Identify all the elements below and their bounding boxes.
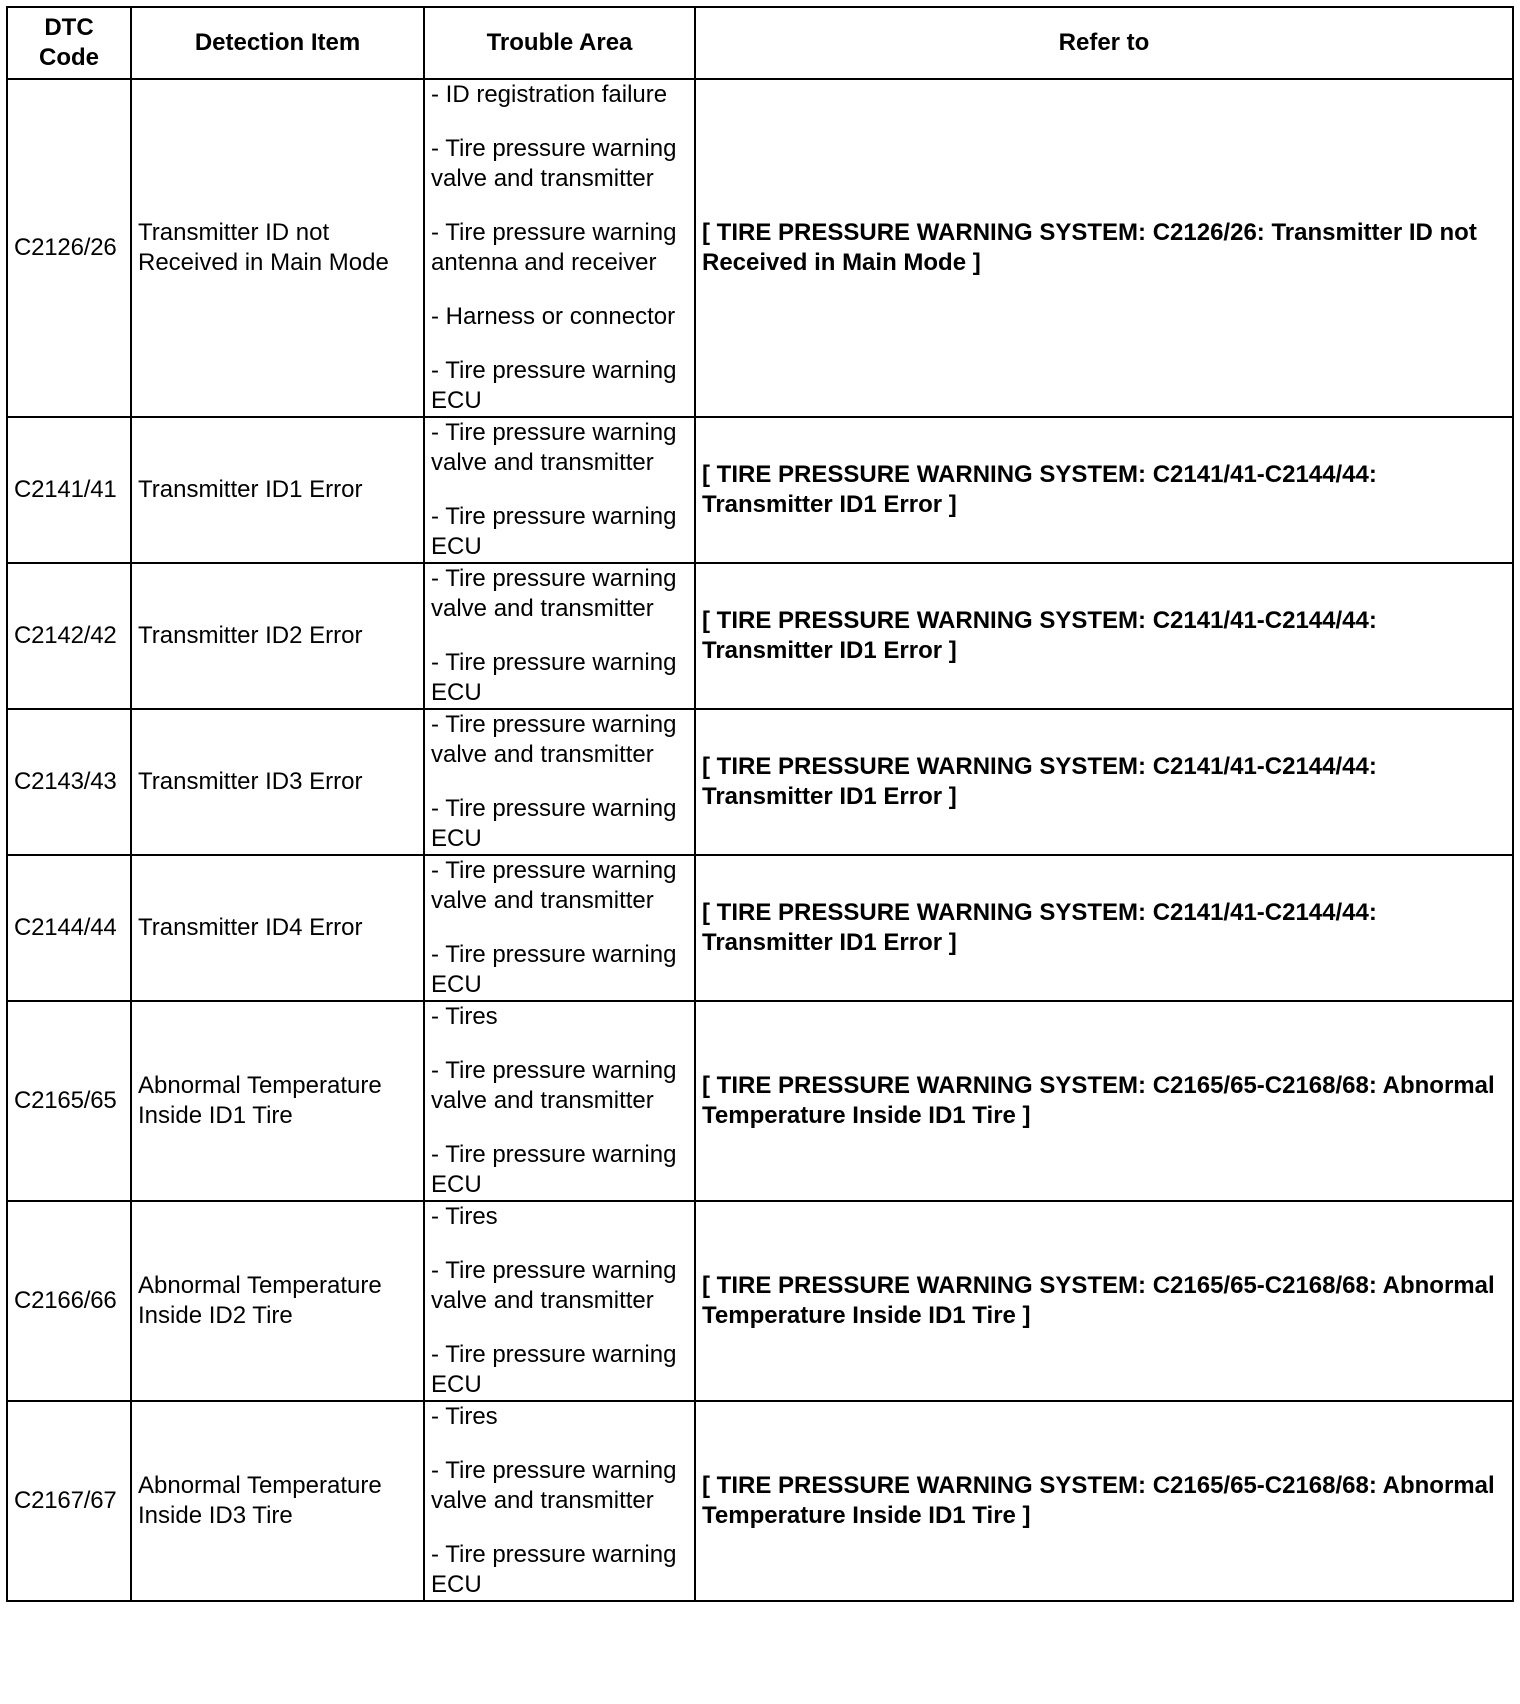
- trouble-area-item: - Tire pressure warning ECU: [431, 357, 677, 414]
- table-row: [7, 709, 1513, 855]
- header-dtc-code-line2: Code: [39, 44, 99, 71]
- dtc-code-cell: C2165/65: [7, 1001, 131, 1201]
- detection-item-cell: Transmitter ID not Received in Main Mode: [131, 79, 424, 417]
- trouble-area-item: - Tire pressure warning ECU: [431, 503, 677, 560]
- trouble-area-item: - Tire pressure warning valve and transmitter: [431, 711, 677, 768]
- dtc-code-cell: C2143/43: [7, 709, 131, 855]
- trouble-area-cell: [424, 563, 695, 709]
- table-row: [7, 855, 1513, 1001]
- trouble-area-item: - ID registration failure: [431, 81, 668, 108]
- detection-item-cell: Transmitter ID3 Error: [131, 709, 424, 855]
- detection-item-cell: Abnormal Temperature Inside ID3 Tire: [131, 1401, 424, 1601]
- trouble-area-item: - Tire pressure warning valve and transmitter: [431, 1057, 677, 1114]
- table-row: [7, 79, 1513, 417]
- trouble-area-item: - Tires: [431, 1403, 498, 1430]
- header-dtc-code-line1: DTC: [44, 14, 94, 41]
- header-detection-item: Detection Item: [131, 7, 424, 79]
- refer-to-cell: [ TIRE PRESSURE WARNING SYSTEM: C2141/41-C2144/44: Transmitter ID1 Error ]: [695, 855, 1513, 1001]
- refer-to-cell: [ TIRE PRESSURE WARNING SYSTEM: C2141/41-C2144/44: Transmitter ID1 Error ]: [695, 709, 1513, 855]
- refer-to-cell: [ TIRE PRESSURE WARNING SYSTEM: C2165/65-C2168/68: Abnormal Temperature Inside ID1 Tire ]: [695, 1401, 1513, 1601]
- table-row: [7, 563, 1513, 709]
- trouble-area-cell: [424, 1001, 695, 1201]
- trouble-area-item: - Tire pressure warning valve and transmitter: [431, 565, 677, 622]
- detection-item-cell: Transmitter ID4 Error: [131, 855, 424, 1001]
- trouble-area-item: - Tire pressure warning ECU: [431, 1341, 677, 1398]
- trouble-area-item: - Tire pressure warning ECU: [431, 1541, 677, 1598]
- trouble-area-cell: [424, 709, 695, 855]
- dtc-code-cell: C2167/67: [7, 1401, 131, 1601]
- refer-to-cell: [ TIRE PRESSURE WARNING SYSTEM: C2141/41-C2144/44: Transmitter ID1 Error ]: [695, 417, 1513, 563]
- trouble-area-item: - Tire pressure warning valve and transmitter: [431, 1257, 677, 1314]
- trouble-area-cell: [424, 79, 695, 417]
- trouble-area-cell: [424, 855, 695, 1001]
- refer-to-cell: [ TIRE PRESSURE WARNING SYSTEM: C2165/65-C2168/68: Abnormal Temperature Inside ID1 Tire ]: [695, 1001, 1513, 1201]
- trouble-area-item: - Tires: [431, 1203, 498, 1230]
- detection-item-cell: Abnormal Temperature Inside ID2 Tire: [131, 1201, 424, 1401]
- dtc-code-cell: C2126/26: [7, 79, 131, 417]
- header-trouble-area: Trouble Area: [424, 7, 695, 79]
- table-row: [7, 1201, 1513, 1401]
- dtc-code-cell: C2141/41: [7, 417, 131, 563]
- trouble-area-item: - Tire pressure warning ECU: [431, 1141, 677, 1198]
- header-refer-to: Refer to: [695, 7, 1513, 79]
- dtc-code-cell: C2166/66: [7, 1201, 131, 1401]
- table-row: [7, 1001, 1513, 1201]
- trouble-area-item: - Tire pressure warning valve and transmitter: [431, 419, 677, 476]
- table-row: [7, 1401, 1513, 1601]
- trouble-area-item: - Tire pressure warning valve and transmitter: [431, 135, 677, 192]
- table-row: [7, 417, 1513, 563]
- trouble-area-item: - Tire pressure warning ECU: [431, 795, 677, 852]
- trouble-area-item: - Tire pressure warning antenna and receiver: [431, 219, 677, 276]
- refer-to-cell: [ TIRE PRESSURE WARNING SYSTEM: C2126/26: Transmitter ID not Received in Main Mode ]: [695, 79, 1513, 417]
- dtc-table: [6, 6, 1514, 1602]
- trouble-area-cell: [424, 1401, 695, 1601]
- detection-item-cell: Abnormal Temperature Inside ID1 Tire: [131, 1001, 424, 1201]
- dtc-code-cell: C2142/42: [7, 563, 131, 709]
- trouble-area-item: - Tire pressure warning valve and transmitter: [431, 1457, 677, 1514]
- table-header: [7, 7, 1513, 79]
- refer-to-cell: [ TIRE PRESSURE WARNING SYSTEM: C2141/41-C2144/44: Transmitter ID1 Error ]: [695, 563, 1513, 709]
- header-row: [7, 7, 1513, 79]
- detection-item-cell: Transmitter ID1 Error: [131, 417, 424, 563]
- trouble-area-cell: [424, 417, 695, 563]
- trouble-area-item: - Tire pressure warning valve and transmitter: [431, 857, 677, 914]
- trouble-area-cell: [424, 1201, 695, 1401]
- dtc-table-container: [6, 6, 1514, 1602]
- trouble-area-item: - Tire pressure warning ECU: [431, 941, 677, 998]
- header-dtc-code: [7, 7, 131, 79]
- table-body: [7, 79, 1513, 1601]
- trouble-area-item: - Tires: [431, 1003, 498, 1030]
- trouble-area-item: - Tire pressure warning ECU: [431, 649, 677, 706]
- trouble-area-item: - Harness or connector: [431, 303, 676, 330]
- detection-item-cell: Transmitter ID2 Error: [131, 563, 424, 709]
- refer-to-cell: [ TIRE PRESSURE WARNING SYSTEM: C2165/65-C2168/68: Abnormal Temperature Inside ID1 Tire ]: [695, 1201, 1513, 1401]
- dtc-code-cell: C2144/44: [7, 855, 131, 1001]
